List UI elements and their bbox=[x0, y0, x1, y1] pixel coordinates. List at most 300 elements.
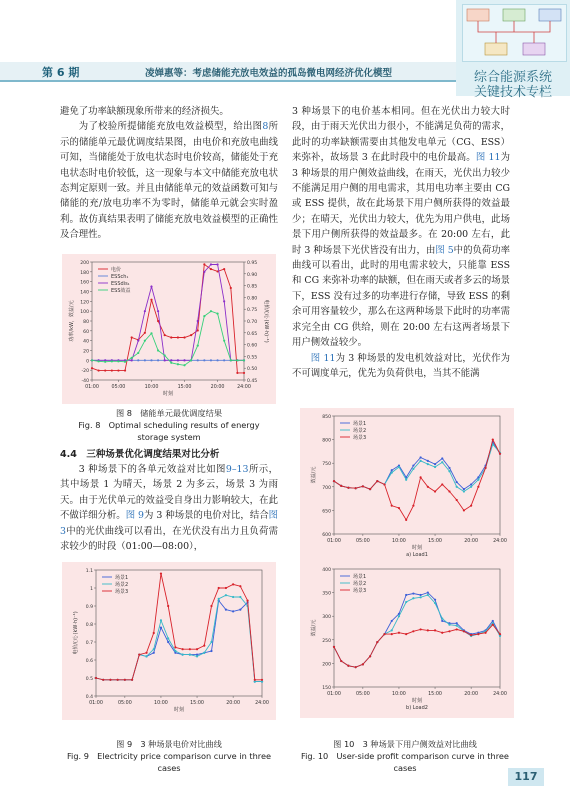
data-point bbox=[391, 620, 393, 622]
data-point bbox=[236, 359, 238, 361]
journal-column-line1: 综合能源系统 bbox=[473, 70, 552, 85]
figure-10 bbox=[300, 408, 514, 718]
x-tick-label: 10:00 bbox=[144, 385, 159, 390]
y-right-tick-label: 0.60 bbox=[247, 343, 258, 349]
y-tick-label: 750 bbox=[322, 462, 331, 468]
data-point bbox=[499, 635, 501, 637]
y-tick-label: 0.6 bbox=[85, 659, 93, 664]
data-point bbox=[131, 357, 133, 359]
data-point bbox=[347, 665, 349, 667]
page-number: 117 bbox=[508, 768, 544, 786]
data-point bbox=[477, 633, 479, 635]
data-point bbox=[111, 369, 113, 371]
data-point bbox=[131, 336, 133, 338]
figure-link[interactable]: 图 5 bbox=[435, 244, 454, 256]
data-point bbox=[492, 624, 494, 626]
data-point bbox=[150, 332, 152, 334]
y-right-tick-label: 0.85 bbox=[247, 284, 258, 290]
y-tick-label: 0.4 bbox=[85, 695, 93, 700]
data-point bbox=[232, 596, 234, 598]
data-point bbox=[150, 359, 152, 361]
data-point bbox=[153, 652, 155, 654]
figure-link[interactable]: 图 11 bbox=[475, 152, 501, 164]
data-point bbox=[456, 625, 458, 627]
figure-10b-chart bbox=[300, 563, 514, 718]
data-point bbox=[254, 679, 256, 681]
figure-link[interactable]: 图 3 bbox=[60, 510, 278, 537]
data-point bbox=[164, 334, 166, 336]
data-point bbox=[398, 632, 400, 634]
data-point bbox=[383, 633, 385, 635]
x-tick-label: 05:00 bbox=[111, 385, 126, 390]
data-point bbox=[391, 633, 393, 635]
data-point bbox=[160, 619, 162, 621]
data-point bbox=[174, 650, 176, 652]
x-axis-label: 时刻 bbox=[173, 707, 185, 713]
y-tick-label: 1 bbox=[90, 587, 93, 592]
y-tick-label: 140 bbox=[80, 290, 89, 296]
figure-9-chart bbox=[62, 562, 276, 720]
data-point bbox=[190, 359, 192, 361]
data-point bbox=[137, 359, 139, 361]
energy-system-diagram-icon bbox=[462, 4, 567, 62]
paragraph: 避免了功率缺额现象所带来的经济损失。 bbox=[60, 106, 229, 117]
y-tick-label: 800 bbox=[322, 438, 331, 444]
data-point bbox=[405, 519, 407, 521]
data-point bbox=[434, 463, 436, 465]
figure-link[interactable]: 图 11 bbox=[310, 352, 336, 364]
issue-number: 第 6 期 bbox=[42, 66, 80, 79]
x-tick-label: 24:00 bbox=[493, 539, 507, 544]
data-point bbox=[239, 585, 241, 587]
data-point bbox=[456, 622, 458, 624]
data-point bbox=[111, 360, 113, 362]
x-tick-label: 20:00 bbox=[210, 385, 225, 390]
data-point bbox=[434, 629, 436, 631]
data-point bbox=[492, 620, 494, 622]
data-point bbox=[477, 486, 479, 488]
legend-label: 场景2 bbox=[115, 582, 129, 588]
data-point bbox=[117, 360, 119, 362]
data-point bbox=[153, 648, 155, 650]
data-point bbox=[177, 359, 179, 361]
data-point bbox=[170, 362, 172, 364]
data-point bbox=[157, 359, 159, 361]
data-point bbox=[150, 299, 152, 301]
y-axis-label: 电价/(元·(kW·h)⁻¹) bbox=[73, 611, 79, 655]
data-point bbox=[210, 605, 212, 607]
data-point bbox=[441, 483, 443, 485]
legend-label: 场景2 bbox=[353, 581, 367, 587]
data-point bbox=[448, 490, 450, 492]
data-point bbox=[470, 634, 472, 636]
data-point bbox=[91, 359, 93, 361]
data-point bbox=[167, 641, 169, 643]
figure-10a-chart bbox=[300, 408, 514, 563]
data-point bbox=[333, 480, 335, 482]
subfigure-label: b) Load2 bbox=[406, 705, 428, 711]
paragraph: 3 种场景下的各单元效益对比如图9–13所示，其中场景 1 为晴天，场景 2 为多云，场景 3 为雨天。由于光伏单元的效益受自身出力影响较大，在此不做详细分析。图 9为 3 种场景的电价对比，结合图 3中的光伏曲线可以看出，在光伏没有出力且负荷需求较少的时段（01:00—08:00）， bbox=[60, 464, 278, 553]
data-point bbox=[164, 359, 166, 361]
data-point bbox=[434, 466, 436, 468]
data-point bbox=[391, 505, 393, 507]
data-point bbox=[218, 587, 220, 589]
legend-label: ESS效益 bbox=[111, 288, 131, 294]
data-point bbox=[405, 601, 407, 603]
data-point bbox=[239, 596, 241, 598]
data-point bbox=[197, 329, 199, 331]
data-point bbox=[183, 364, 185, 366]
x-tick-label: 10:00 bbox=[392, 539, 406, 544]
y-axis-label: 功率/kW，效益/元 bbox=[69, 300, 75, 342]
data-point bbox=[405, 633, 407, 635]
x-tick-label: 15:00 bbox=[428, 539, 442, 544]
series-line bbox=[334, 442, 500, 489]
y-right-tick-label: 0.50 bbox=[247, 367, 258, 373]
y-tick-label: 100 bbox=[80, 310, 89, 316]
data-point bbox=[398, 466, 400, 468]
y-tick-label: 0.5 bbox=[85, 677, 93, 682]
data-point bbox=[91, 367, 93, 369]
data-point bbox=[117, 369, 119, 371]
data-point bbox=[102, 679, 104, 681]
legend-label: 场景3 bbox=[353, 588, 367, 594]
data-point bbox=[203, 315, 205, 317]
data-point bbox=[412, 464, 414, 466]
y-tick-label: -20 bbox=[81, 369, 89, 375]
y-tick-label: 300 bbox=[322, 615, 331, 621]
x-tick-label: 01:00 bbox=[85, 385, 99, 390]
data-point bbox=[405, 479, 407, 481]
data-point bbox=[216, 359, 218, 361]
data-point bbox=[427, 592, 429, 594]
data-point bbox=[232, 610, 234, 612]
data-point bbox=[470, 486, 472, 488]
data-point bbox=[170, 336, 172, 338]
data-point bbox=[223, 300, 225, 302]
header-rule bbox=[0, 80, 456, 82]
data-point bbox=[477, 479, 479, 481]
data-point bbox=[340, 660, 342, 662]
data-point bbox=[456, 486, 458, 488]
y-right-tick-label: 0.70 bbox=[247, 320, 258, 325]
x-tick-label: 20:00 bbox=[464, 692, 479, 697]
data-point bbox=[434, 602, 436, 604]
series-line bbox=[96, 601, 262, 682]
data-point bbox=[210, 263, 212, 265]
section-title: 4.4 三种场景优化调度结果对比分析 bbox=[60, 449, 220, 460]
data-point bbox=[405, 594, 407, 596]
series-line bbox=[334, 595, 500, 667]
y-right-axis-label: 电价/(元·(kW·h)⁻¹) bbox=[263, 299, 269, 343]
legend-label: 场景1 bbox=[115, 575, 129, 581]
paragraph: 3 种场景下的电价基本相同。但在光伏出力较大时段，由于雨天光伏出力很小，不能满足负荷的需求，此时的功率缺额需要由其他发电单元（CG、ESS）来弥补，故场景 3 在此时段中的电价最高。图 11为 3 种场景的用户侧效益曲线，在雨天，光伏出力较少不能满足用户侧的用电需求，其用电功率主要由 CG 或 ESS 提供，故在此场景下用户侧所获得的效益最少；在晴天，光伏出力较大，优先为用户供电，此场景下用户侧所获得的效益最多。在 20:00 左右，此时 3 种场景下光伏皆没有出力，由图 5中的负荷功率曲线可以看出，此时的用电需求较大，只能靠 ESS 和 CG 来弥补功率的缺额，但在雨天或者多云的场景下，ESS 没有过多的功率进行存储，导致 ESS 的剩余可用容量较少，那么在这两种场景下此时的功率需求完全由 CG 供给，则在 20:00 左右这两者场景下用户侧效益较少。 bbox=[292, 106, 510, 349]
data-point bbox=[144, 340, 146, 342]
data-point bbox=[218, 598, 220, 600]
data-point bbox=[153, 632, 155, 634]
left-column-bottom-text bbox=[60, 462, 278, 554]
data-point bbox=[398, 507, 400, 509]
data-point bbox=[456, 499, 458, 501]
y-tick-label: 180 bbox=[80, 270, 89, 276]
x-tick-label: 10:00 bbox=[154, 701, 168, 706]
data-point bbox=[177, 336, 179, 338]
data-point bbox=[170, 359, 172, 361]
x-tick-label: 01:00 bbox=[89, 701, 103, 706]
data-point bbox=[167, 605, 169, 607]
y-tick-label: 600 bbox=[322, 533, 331, 538]
data-point bbox=[441, 461, 443, 463]
data-point bbox=[210, 310, 212, 312]
data-point bbox=[441, 632, 443, 634]
y-tick-label: 80 bbox=[83, 320, 89, 325]
y-right-tick-label: 0.95 bbox=[247, 261, 258, 266]
data-point bbox=[441, 617, 443, 619]
y-right-tick-label: 0.55 bbox=[247, 355, 258, 361]
data-point bbox=[333, 646, 335, 648]
y-tick-label: 350 bbox=[322, 591, 331, 597]
figure-link[interactable]: 9–13 bbox=[225, 464, 249, 475]
x-tick-label: 10:00 bbox=[392, 692, 406, 697]
data-point bbox=[355, 487, 357, 489]
data-point bbox=[109, 679, 111, 681]
data-point bbox=[448, 470, 450, 472]
data-point bbox=[499, 453, 501, 455]
data-point bbox=[427, 486, 429, 488]
data-point bbox=[223, 359, 225, 361]
series-line bbox=[334, 444, 500, 491]
x-tick-label: 01:00 bbox=[327, 692, 341, 697]
y-right-tick-label: 0.65 bbox=[247, 331, 258, 337]
figure-10-caption: 图 10 3 种场景下用户侧效益对比曲线 Fig. 10 User-side profit comparison curve in three cases bbox=[301, 739, 509, 773]
data-point bbox=[137, 352, 139, 354]
data-point bbox=[203, 652, 205, 654]
data-point bbox=[216, 263, 218, 265]
data-point bbox=[484, 467, 486, 469]
data-point bbox=[225, 594, 227, 596]
data-point bbox=[463, 490, 465, 492]
y-tick-label: 200 bbox=[80, 261, 89, 266]
legend-label: 场景3 bbox=[353, 435, 367, 441]
data-point bbox=[369, 488, 371, 490]
y-tick-label: 60 bbox=[83, 329, 89, 335]
y-tick-label: 0 bbox=[86, 359, 89, 365]
y-tick-label: 850 bbox=[322, 415, 331, 420]
running-title: 凌婵惠等：考虑储能充放电效益的孤岛微电网经济优化模型 bbox=[145, 68, 393, 79]
data-point bbox=[376, 480, 378, 482]
data-point bbox=[131, 679, 133, 681]
x-tick-label: 15:00 bbox=[428, 692, 442, 697]
data-point bbox=[246, 600, 248, 602]
data-point bbox=[210, 641, 212, 643]
data-point bbox=[420, 628, 422, 630]
data-point bbox=[391, 472, 393, 474]
data-point bbox=[412, 468, 414, 470]
data-point bbox=[160, 627, 162, 629]
figure-8-chart bbox=[62, 254, 276, 404]
data-point bbox=[167, 637, 169, 639]
data-point bbox=[230, 359, 232, 361]
data-point bbox=[157, 349, 159, 351]
data-point bbox=[225, 587, 227, 589]
data-point bbox=[243, 372, 245, 374]
data-point bbox=[420, 456, 422, 458]
data-point bbox=[182, 648, 184, 650]
legend-label: 电价 bbox=[111, 267, 122, 273]
data-point bbox=[232, 583, 234, 585]
data-point bbox=[203, 359, 205, 361]
data-point bbox=[420, 596, 422, 598]
y-right-tick-label: 0.75 bbox=[247, 308, 258, 314]
data-point bbox=[463, 630, 465, 632]
data-point bbox=[362, 663, 364, 665]
data-point bbox=[448, 624, 450, 626]
legend-label: ESSch₁ bbox=[111, 274, 129, 280]
series-line bbox=[96, 595, 262, 681]
y-axis-label: 效益/元 bbox=[311, 619, 317, 637]
data-point bbox=[376, 641, 378, 643]
data-point bbox=[225, 609, 227, 611]
y-tick-label: 40 bbox=[83, 339, 89, 345]
figure-8 bbox=[62, 254, 276, 404]
data-point bbox=[369, 655, 371, 657]
data-point bbox=[492, 439, 494, 441]
data-point bbox=[144, 359, 146, 361]
figure-link[interactable]: 8 bbox=[262, 121, 269, 133]
paragraph: 为了校验所提储能充放电效益模型，给出图8所示的储能单元最优调度结果图，由电价和充放电曲线可知，当储能处于放电状态时电价较高，储能处于充电状态时电价较低，这一现象与本文中储能充放电状态判定原则一致。并且由储能单元的效益函数可知与储能的充/放电功率不为零时，储能单元就会实时盈利。故仿真结果表明了储能充放电效益模型的正确性及合理性。 bbox=[60, 121, 278, 241]
series-line bbox=[334, 440, 500, 520]
y-tick-label: 700 bbox=[322, 485, 331, 491]
data-point bbox=[236, 372, 238, 374]
data-point bbox=[355, 666, 357, 668]
data-point bbox=[347, 487, 349, 489]
data-point bbox=[203, 271, 205, 273]
data-point bbox=[427, 629, 429, 631]
data-point bbox=[239, 609, 241, 611]
data-point bbox=[420, 476, 422, 478]
data-point bbox=[448, 467, 450, 469]
y-tick-label: 0.8 bbox=[85, 623, 93, 628]
figure-link[interactable]: 图 9 bbox=[125, 510, 145, 522]
y-axis-label: 效益/元 bbox=[311, 466, 317, 484]
data-point bbox=[196, 648, 198, 650]
y-tick-label: 250 bbox=[322, 638, 331, 644]
data-point bbox=[340, 485, 342, 487]
data-point bbox=[398, 615, 400, 617]
data-point bbox=[189, 648, 191, 650]
x-tick-label: 05:00 bbox=[355, 539, 370, 544]
data-point bbox=[144, 332, 146, 334]
data-point bbox=[196, 655, 198, 657]
figure-8-caption: 图 8 储能单元最优调度结果 Fig. 8 Optimal scheduling results of energy storage system bbox=[78, 408, 260, 442]
legend-label: 场景1 bbox=[353, 574, 367, 580]
data-point bbox=[145, 652, 147, 654]
data-point bbox=[230, 287, 232, 289]
data-point bbox=[160, 573, 162, 575]
data-point bbox=[203, 263, 205, 265]
data-point bbox=[210, 268, 212, 270]
data-point bbox=[427, 463, 429, 465]
data-point bbox=[197, 359, 199, 361]
data-point bbox=[427, 460, 429, 462]
data-point bbox=[243, 359, 245, 361]
data-point bbox=[470, 483, 472, 485]
x-tick-label: 24:00 bbox=[237, 385, 251, 390]
left-column-top-text bbox=[60, 104, 278, 243]
x-axis-label: 时刻 bbox=[411, 545, 423, 551]
data-point bbox=[470, 505, 472, 507]
data-point bbox=[124, 369, 126, 371]
data-point bbox=[499, 633, 501, 635]
y-tick-label: 1.1 bbox=[85, 569, 93, 574]
legend-label: ESSdis₁ bbox=[111, 281, 130, 287]
y-tick-label: 160 bbox=[80, 280, 89, 286]
legend-label: 场景2 bbox=[353, 428, 367, 434]
data-point bbox=[391, 469, 393, 471]
data-point bbox=[441, 620, 443, 622]
y-tick-label: 650 bbox=[322, 509, 331, 515]
series-line bbox=[92, 311, 244, 365]
data-point bbox=[197, 320, 199, 322]
figure-9 bbox=[62, 562, 276, 720]
y-tick-label: 120 bbox=[80, 300, 89, 306]
data-point bbox=[223, 340, 225, 342]
data-point bbox=[190, 334, 192, 336]
data-point bbox=[412, 597, 414, 599]
journal-column-line2: 关键技术专栏 bbox=[473, 85, 552, 100]
x-tick-label: 15:00 bbox=[190, 701, 204, 706]
data-point bbox=[484, 632, 486, 634]
subfigure-label: a) Load1 bbox=[406, 552, 428, 558]
data-point bbox=[362, 485, 364, 487]
data-point bbox=[98, 369, 100, 371]
y-right-tick-label: 0.80 bbox=[247, 296, 258, 302]
data-point bbox=[104, 361, 106, 363]
y-tick-label: 0.9 bbox=[85, 605, 93, 610]
data-point bbox=[261, 679, 263, 681]
data-point bbox=[448, 630, 450, 632]
data-point bbox=[117, 679, 119, 681]
data-point bbox=[182, 654, 184, 656]
data-point bbox=[157, 310, 159, 312]
data-point bbox=[210, 650, 212, 652]
data-point bbox=[164, 354, 166, 356]
x-tick-label: 20:00 bbox=[464, 539, 479, 544]
data-point bbox=[216, 313, 218, 315]
data-point bbox=[137, 340, 139, 342]
data-point bbox=[441, 457, 443, 459]
data-point bbox=[197, 344, 199, 346]
y-right-tick-label: 0.45 bbox=[247, 379, 258, 384]
data-point bbox=[456, 628, 458, 630]
data-point bbox=[183, 359, 185, 361]
y-tick-label: 200 bbox=[322, 662, 331, 668]
series-line bbox=[334, 625, 500, 668]
data-point bbox=[391, 629, 393, 631]
data-point bbox=[203, 645, 205, 647]
right-column-text bbox=[292, 104, 510, 381]
x-tick-label: 01:00 bbox=[327, 539, 341, 544]
data-point bbox=[189, 654, 191, 656]
data-point bbox=[124, 679, 126, 681]
data-point bbox=[463, 509, 465, 511]
data-point bbox=[210, 359, 212, 361]
x-axis-label: 时刻 bbox=[162, 391, 174, 397]
data-point bbox=[420, 594, 422, 596]
paragraph: 图 11为 3 种场景的发电机效益对比，光伏作为不可调度单元，优先为负荷供电，当其不能满 bbox=[292, 352, 510, 379]
data-point bbox=[383, 483, 385, 485]
y-right-tick-label: 0.90 bbox=[247, 272, 258, 278]
